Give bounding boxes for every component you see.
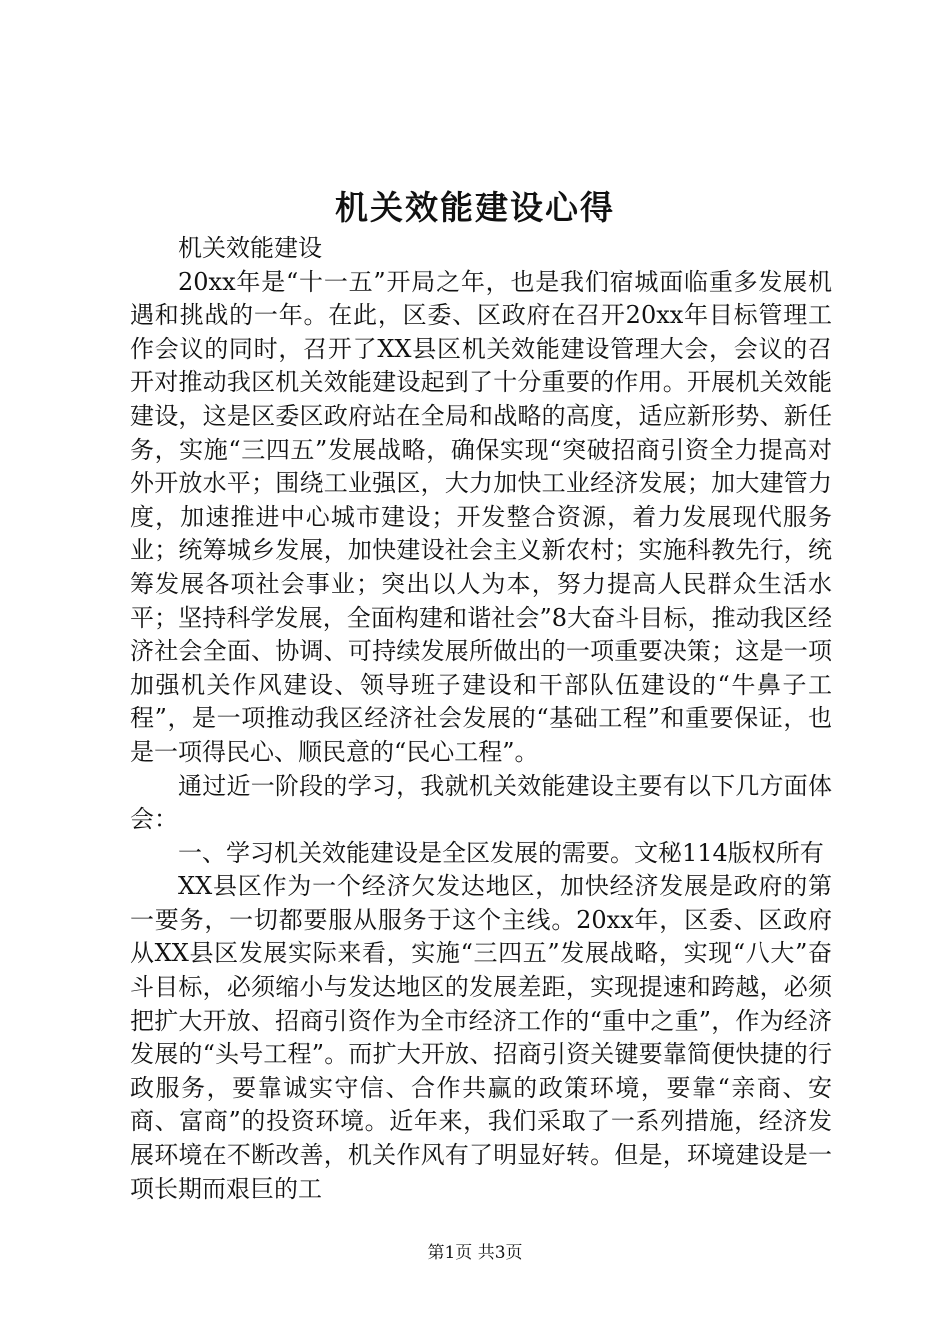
- paragraph: XX县区作为一个经济欠发达地区，加快经济发展是政府的第一要务，一切都要服从服务于这个主线。20xx年，区委、区政府从XX县区发展实际来看，实施“三四五”发展战略，实现“八大”奋斗目标，必须缩小与发达地区的发展差距，实现提速和跨越，必须把扩大开放、招商引资作为全市经济工作的“重中之重”，作为经济发展的“头号工程”。而扩大开放、招商引资关键要靠简便快捷的行政服务，要靠诚实守信、合作共赢的政策环境，要靠“亲商、安商、富商”的投资环境。近年来，我们采取了一系列措施，经济发展环境在不断改善，机关作风有了明显好转。但是，环境建设是一项长期而艰巨的工: [130, 872, 832, 1203]
- paragraph: 通过近一阶段的学习，我就机关效能建设主要有以下几方面体会：: [130, 771, 832, 834]
- page-number-footer: 第1页 共3页: [427, 1243, 523, 1263]
- paragraph-subtitle: 机关效能建设: [178, 234, 322, 262]
- document-body: [130, 232, 832, 1206]
- document-title: 机关效能建设心得: [335, 188, 615, 227]
- section-heading: 一、学习机关效能建设是全区发展的需要。文秘114版权所有: [178, 838, 824, 867]
- paragraph: 20xx年是“十一五”开局之年，也是我们宿城面临重多发展机遇和挑战的一年。在此，区委、区政府在召开20xx年目标管理工作会议的同时，召开了XX县区机关效能建设管理大会，会议的召开对推动我区机关效能建设起到了十分重要的作用。开展机关效能建设，这是区委区政府站在全局和战略的高度，适应新形势、新任务，实施“三四五”发展战略，确保实现“突破招商引资全力提高对外开放水平；围绕工业强区，大力加快工业经济发展；加大建管力度，加速推进中心城市建设；开发整合资源，着力发展现代服务业；统筹城乡发展，加快建设社会主义新农村；实施科教先行，统筹发展各项社会事业；突出以人为本，努力提高人民群众生活水平；坚持科学发展，全面构建和谐社会”8大奋斗目标，推动我区经济社会全面、协调、可持续发展所做出的一项重要决策；这是一项加强机关作风建设、领导班子建设和干部队伍建设的“牛鼻子工程”，是一项推动我区经济社会发展的“基础工程”和重要保证，也是一项得民心、顺民意的“民心工程”。: [130, 267, 832, 766]
